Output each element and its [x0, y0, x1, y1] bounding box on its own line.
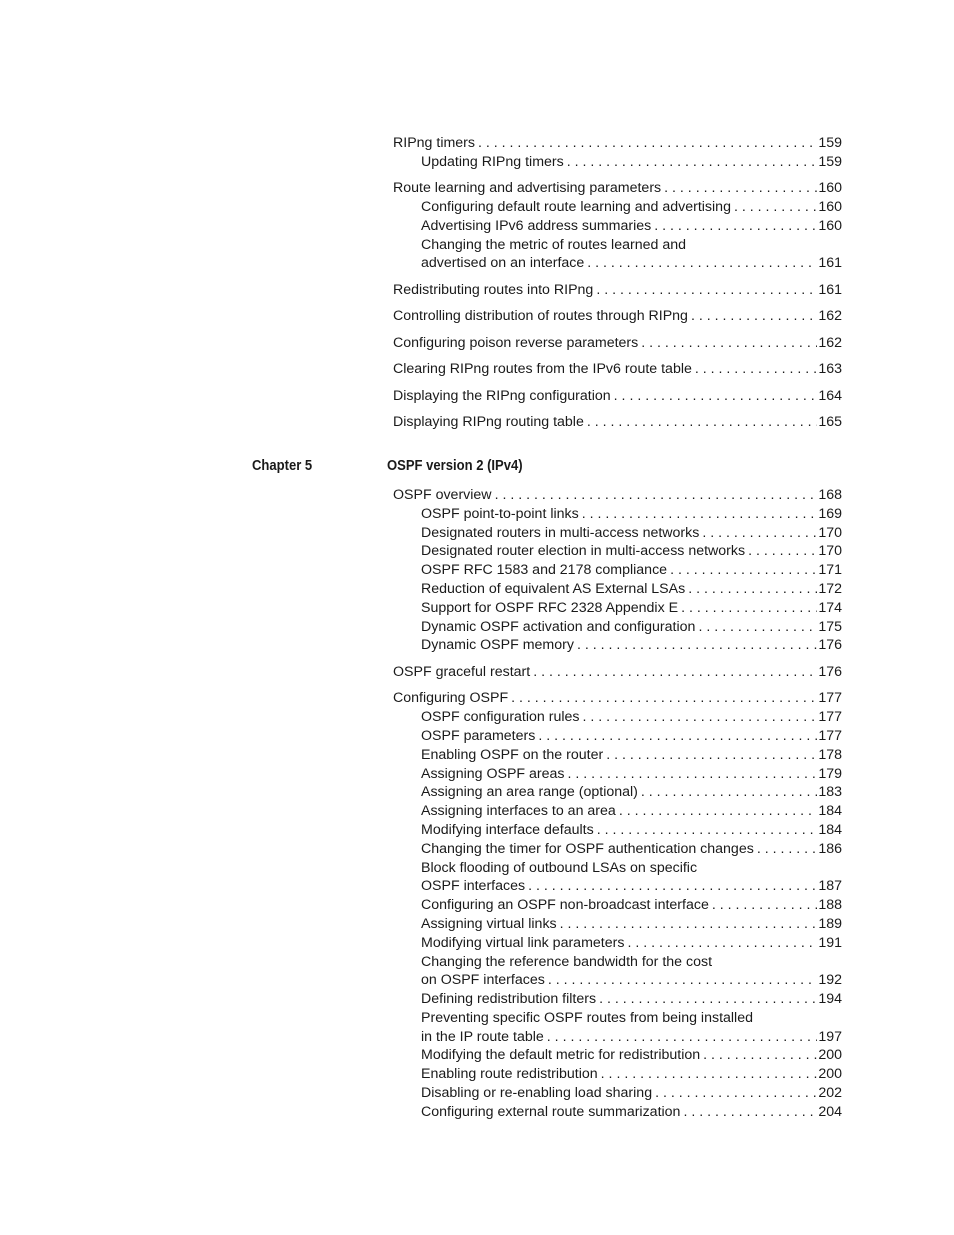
toc-subentry[interactable] [393, 618, 842, 637]
toc-subentry[interactable] [393, 524, 842, 543]
toc-subentry[interactable] [393, 254, 842, 273]
toc-dot-leader [664, 179, 817, 198]
toc-page-number: 177 [818, 727, 842, 744]
toc-entry[interactable] [393, 689, 842, 708]
toc-dot-leader [654, 217, 817, 236]
toc-subentry[interactable] [393, 746, 842, 765]
toc-page-number: 175 [818, 618, 842, 635]
toc-entry-label: Displaying RIPng routing table [393, 413, 587, 432]
toc-subentry[interactable] [393, 877, 842, 896]
toc-dot-leader [614, 387, 818, 406]
toc-page-number: 187 [818, 878, 842, 895]
toc-entry-label: Preventing specific OSPF routes from being installed [421, 1009, 756, 1028]
toc-entry-label: Modifying the default metric for redistribution [421, 1046, 703, 1065]
toc-entry-label: Clearing RIPng routes from the IPv6 route table [393, 360, 695, 379]
toc-entry-label: Configuring default route learning and advertising [421, 198, 734, 217]
toc-subentry[interactable] [393, 1028, 842, 1047]
toc-dot-leader [734, 198, 817, 217]
toc-dot-leader [548, 971, 818, 990]
toc-subentry[interactable] [393, 783, 842, 802]
toc-page-number: 161 [818, 281, 842, 298]
toc-dot-leader [688, 580, 817, 599]
toc-subentry[interactable] [393, 708, 842, 727]
toc-page-number: 170 [818, 524, 842, 541]
toc-entry[interactable] [393, 663, 842, 682]
toc-entry-label: Configuring poison reverse parameters [393, 334, 641, 353]
toc-page-number: 191 [818, 934, 842, 951]
toc-subentry[interactable] [393, 217, 842, 236]
toc-subentry[interactable] [393, 859, 842, 878]
toc-entry-label: Redistributing routes into RIPng [393, 281, 596, 300]
toc-dot-leader [601, 1065, 818, 1084]
toc-dot-leader [655, 1084, 817, 1103]
toc-gap [393, 172, 842, 180]
toc-page-number: 174 [818, 599, 842, 616]
toc-dot-leader [681, 599, 817, 618]
toc-dot-leader [748, 542, 817, 561]
toc-entry-label: Support for OSPF RFC 2328 Appendix E [421, 599, 681, 618]
toc-dot-leader [691, 307, 817, 326]
toc-dot-leader [528, 877, 817, 896]
toc-page-number: 186 [818, 840, 842, 857]
toc-gap [393, 406, 842, 414]
toc-entry[interactable] [393, 486, 842, 505]
chapter-title: OSPF version 2 (IPv4) [387, 458, 523, 474]
toc-subentry[interactable] [393, 765, 842, 784]
toc-entry[interactable] [393, 360, 842, 379]
toc-entry-label: Modifying virtual link parameters [421, 934, 627, 953]
toc-page-number: 159 [818, 135, 842, 151]
chapter-number: Chapter 5 [252, 458, 313, 474]
toc-subentry[interactable] [393, 915, 842, 934]
toc-page-number: 160 [818, 199, 842, 216]
toc-page-number: 165 [818, 414, 842, 431]
toc-dot-leader [702, 524, 817, 543]
toc-entry[interactable] [393, 281, 842, 300]
toc-subentry[interactable] [393, 636, 842, 655]
toc-page-number: 160 [818, 217, 842, 234]
toc-dot-leader [582, 505, 818, 524]
toc-page-number: 160 [818, 180, 842, 197]
toc-section-ospf [393, 486, 842, 1122]
toc-entry-label: Designated router election in multi-access networks [421, 542, 748, 561]
toc-entry-label: OSPF point-to-point links [421, 505, 582, 524]
toc-entry[interactable] [393, 134, 842, 153]
toc-entry-label: OSPF overview [393, 486, 495, 505]
toc-entry-label: Reduction of equivalent AS External LSAs [421, 580, 688, 599]
toc-subentry[interactable] [393, 1046, 842, 1065]
chapter-heading [252, 456, 792, 476]
toc-entry-label: OSPF parameters [421, 727, 538, 746]
toc-dot-leader [703, 1046, 817, 1065]
toc-dot-leader [599, 990, 817, 1009]
toc-gap [393, 655, 842, 663]
toc-dot-leader [757, 840, 818, 859]
toc-subentry[interactable] [393, 580, 842, 599]
toc-dot-leader [670, 561, 817, 580]
toc-entry-label: Modifying interface defaults [421, 821, 597, 840]
toc-dot-leader [627, 934, 817, 953]
toc-entry-label: Assigning OSPF areas [421, 765, 568, 784]
toc-page-number: 172 [818, 580, 842, 597]
toc-subentry[interactable] [393, 505, 842, 524]
toc-subentry[interactable] [393, 236, 842, 255]
toc-gap [393, 300, 842, 308]
toc-page-number: 163 [818, 361, 842, 378]
toc-subentry[interactable] [393, 971, 842, 990]
toc-subentry[interactable] [393, 821, 842, 840]
toc-dot-leader [712, 896, 817, 915]
toc-page-number: 170 [818, 543, 842, 560]
toc-entry-label: Configuring OSPF [393, 689, 511, 708]
toc-subentry[interactable] [393, 561, 842, 580]
toc-dot-leader [568, 765, 818, 784]
toc-dot-leader [683, 1103, 817, 1122]
toc-gap [393, 273, 842, 281]
toc-gap [393, 682, 842, 690]
toc-entry-label: Defining redistribution filters [421, 990, 599, 1009]
toc-subentry[interactable] [393, 934, 842, 953]
toc-dot-leader [698, 618, 817, 637]
toc-section-ripng [393, 134, 842, 432]
toc-page-number: 164 [818, 387, 842, 404]
toc-dot-leader [641, 783, 817, 802]
toc-page-number: 200 [818, 1066, 842, 1083]
toc-page-number: 202 [818, 1085, 842, 1102]
toc-dot-leader [577, 636, 817, 655]
toc-entry-label: Block flooding of outbound LSAs on specific [421, 859, 700, 878]
toc-entry-label: Dynamic OSPF memory [421, 636, 577, 655]
toc-entry-label: Configuring external route summarization [421, 1103, 683, 1122]
toc-dot-leader [641, 334, 817, 353]
toc-dot-leader [619, 802, 818, 821]
toc-subentry[interactable] [393, 198, 842, 217]
toc-gap [393, 353, 842, 361]
toc-page-number: 161 [818, 255, 842, 272]
toc-page-number: 159 [818, 153, 842, 170]
toc-dot-leader [606, 746, 817, 765]
toc-page-number: 177 [818, 709, 842, 726]
toc-entry-label: OSPF RFC 1583 and 2178 compliance [421, 561, 670, 580]
toc-page-number: 168 [818, 487, 842, 503]
toc-entry-label: Enabling route redistribution [421, 1065, 601, 1084]
toc-entry-label: Dynamic OSPF activation and configuration [421, 618, 698, 637]
toc-page-number: 162 [818, 334, 842, 351]
toc-subentry[interactable] [393, 599, 842, 618]
toc-page-number: 183 [818, 784, 842, 801]
toc-entry-label: Advertising IPv6 address summaries [421, 217, 654, 236]
toc-entry-label: Changing the metric of routes learned and [421, 236, 689, 255]
toc-entry-label: Displaying the RIPng configuration [393, 387, 614, 406]
toc-dot-leader [695, 360, 817, 379]
toc-gap [393, 326, 842, 334]
toc-page-number: 176 [818, 663, 842, 680]
toc-entry-label: OSPF interfaces [421, 877, 528, 896]
toc-entry-label: advertised on an interface [421, 254, 587, 273]
toc-dot-leader [511, 689, 817, 708]
toc-dot-leader [567, 153, 818, 172]
toc-page-number: 200 [818, 1047, 842, 1064]
toc-entry-label: Assigning an area range (optional) [421, 783, 641, 802]
toc-page-number: 197 [818, 1028, 842, 1045]
toc-dot-leader [538, 727, 817, 746]
toc-page-number: 178 [818, 746, 842, 763]
toc-dot-leader [495, 486, 818, 505]
toc-entry-label: OSPF configuration rules [421, 708, 583, 727]
toc-subentry[interactable] [393, 896, 842, 915]
toc-subentry[interactable] [393, 1084, 842, 1103]
toc-dot-leader [533, 663, 817, 682]
toc-entry-label: Updating RIPng timers [421, 153, 567, 172]
toc-page-number: 189 [818, 915, 842, 932]
toc-page-number: 188 [818, 897, 842, 914]
toc-dot-leader [587, 254, 817, 273]
toc-entry-label: on OSPF interfaces [421, 971, 548, 990]
toc-entry-label: Changing the timer for OSPF authentication changes [421, 840, 757, 859]
toc-page-number: 204 [818, 1103, 842, 1120]
toc-subentry[interactable] [393, 153, 842, 172]
toc-page-number: 162 [818, 308, 842, 325]
toc-dot-leader [587, 413, 817, 432]
toc-page-number: 169 [818, 505, 842, 522]
toc-entry[interactable] [393, 334, 842, 353]
toc-subentry[interactable] [393, 1065, 842, 1084]
toc-subentry[interactable] [393, 953, 842, 972]
toc-page-number: 184 [818, 803, 842, 820]
toc-page-number: 194 [818, 991, 842, 1008]
toc-dot-leader [596, 281, 817, 300]
toc-gap [393, 379, 842, 387]
toc-page-number: 184 [818, 821, 842, 838]
toc-dot-leader [478, 134, 817, 153]
toc-subentry[interactable] [393, 840, 842, 859]
toc-entry[interactable] [393, 413, 842, 432]
toc-entry-label: RIPng timers [393, 134, 478, 153]
toc-dot-leader [583, 708, 818, 727]
toc-dot-leader [547, 1028, 818, 1047]
toc-page-number: 179 [818, 765, 842, 782]
toc-entry-label: in the IP route table [421, 1028, 547, 1047]
toc-page-number: 192 [818, 972, 842, 989]
toc-page-number: 177 [818, 690, 842, 707]
toc-entry-label: Changing the reference bandwidth for the cost [421, 953, 715, 972]
toc-dot-leader [560, 915, 818, 934]
toc-page-number: 176 [818, 637, 842, 654]
toc-entry-label: Route learning and advertising parameters [393, 179, 664, 198]
toc-subentry[interactable] [393, 727, 842, 746]
toc-subentry[interactable] [393, 990, 842, 1009]
toc-entry[interactable] [393, 179, 842, 198]
toc-entry[interactable] [393, 307, 842, 326]
toc-subentry[interactable] [393, 802, 842, 821]
toc-dot-leader [597, 821, 818, 840]
toc-subentry[interactable] [393, 542, 842, 561]
toc-entry-label: Assigning virtual links [421, 915, 560, 934]
toc-entry-label: OSPF graceful restart [393, 663, 533, 682]
toc-subentry[interactable] [393, 1103, 842, 1122]
toc-entry-label: Assigning interfaces to an area [421, 802, 619, 821]
toc-page-number: 171 [818, 562, 842, 579]
toc-entry-label: Configuring an OSPF non-broadcast interface [421, 896, 712, 915]
toc-subentry[interactable] [393, 1009, 842, 1028]
toc-entry-label: Disabling or re-enabling load sharing [421, 1084, 655, 1103]
toc-entry-label: Enabling OSPF on the router [421, 746, 606, 765]
toc-entry[interactable] [393, 387, 842, 406]
toc-entry-label: Designated routers in multi-access networks [421, 524, 702, 543]
toc-entry-label: Controlling distribution of routes through RIPng [393, 307, 691, 326]
